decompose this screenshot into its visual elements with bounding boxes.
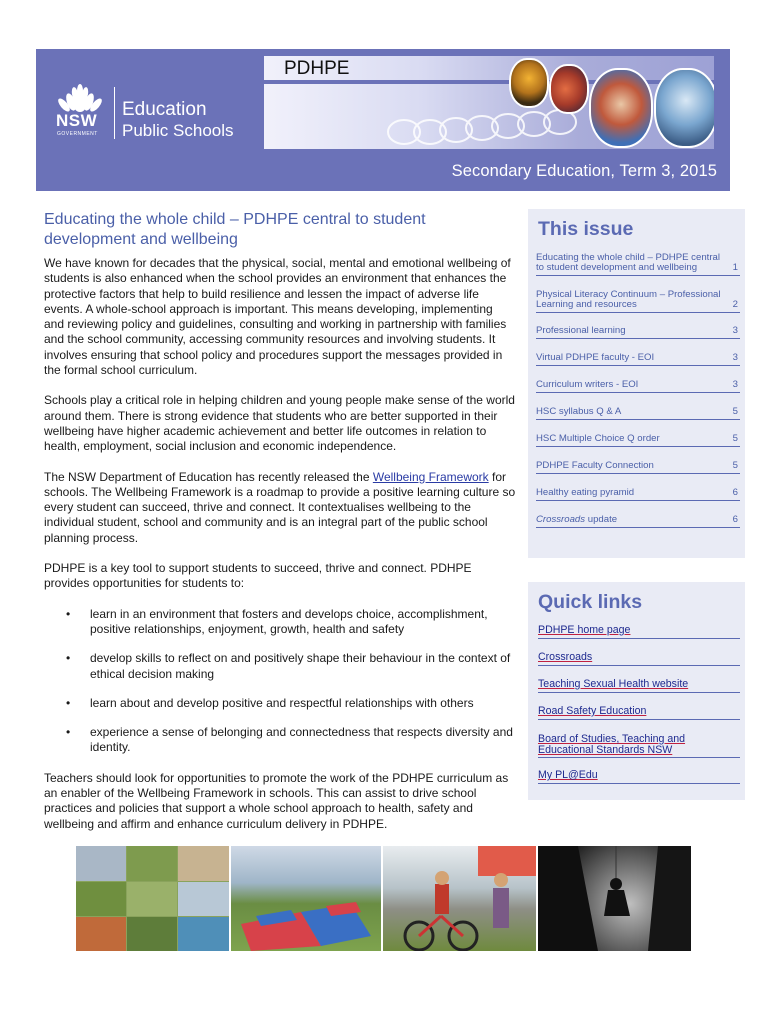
toc-item-page: 2 (732, 299, 738, 310)
logo-divider (114, 87, 115, 139)
main-article (44, 210, 516, 847)
toc-item-page: 6 (732, 514, 738, 525)
playground-mats-photo (231, 846, 381, 951)
paragraph-text: for schools. The Wellbeing Framework is a roadmap to provide a positive learning culture so every student can succeed, thrive and connect. It contextualises wellbeing to the individual student, school and community and is an integral part of the public school planning process. (44, 469, 516, 545)
quick-link[interactable] (538, 706, 740, 717)
article-paragraph: Teachers should look for opportunities to promote the work of the PDHPE curriculum as an enabler of the Wellbeing Framework in schools. This can assist to drive school practices and policies that support a whole school approach to health, safety and wellbeing and affirm and enhance curriculum delivery in PDHPE. (44, 770, 509, 831)
child-cycling-graphic (383, 846, 536, 951)
quick-link-text[interactable]: PDHPE home page (538, 624, 631, 636)
collage-cell (76, 846, 126, 881)
toc-item[interactable] (536, 326, 740, 339)
quick-link[interactable] (538, 652, 740, 663)
masthead-banner (36, 49, 730, 191)
government-wordmark: GOVERNMENT (57, 131, 98, 137)
quick-links-heading: Quick links (538, 591, 643, 613)
toc-item-page: 6 (732, 487, 738, 498)
toc-item[interactable] (536, 488, 740, 501)
toc-item-title: Curriculum writers - EOI (536, 379, 639, 390)
paragraph-text: The NSW Department of Education has recently released the (44, 469, 373, 484)
quick-link-divider (538, 783, 740, 784)
toc-item[interactable] (536, 515, 740, 528)
school-activities-collage-photo (76, 846, 229, 951)
list-item-text: develop skills to reflect on and positively shape their behaviour in the context of ethical decision making (90, 651, 511, 681)
toc-item-title: PDHPE Faculty Connection (536, 460, 654, 471)
this-issue-box (528, 209, 745, 558)
toc-item-title-italic: Crossroads (536, 514, 586, 525)
bullet-icon: • (66, 725, 71, 740)
quick-link-text[interactable]: Road Safety Education (538, 705, 647, 717)
quick-link[interactable] (538, 625, 740, 636)
collage-cell (178, 917, 229, 951)
quick-link-divider (538, 665, 740, 666)
toc-item[interactable] (536, 380, 740, 393)
toc-item-title: Educating the whole child – PDHPE central to student development and wellbeing (536, 252, 720, 273)
list-item-text: learn in an environment that fosters and develops choice, accomplishment, positive relationships, enjoyment, growth, health and safety (90, 606, 488, 636)
collage-cell (127, 882, 177, 916)
quick-link[interactable] (538, 770, 740, 781)
article-title: Educating the whole child – PDHPE central to student development and wellbeing (44, 211, 426, 248)
quick-link-text[interactable]: Board of Studies, Teaching and Educational Standards NSW (538, 733, 686, 756)
toc-item-page: 3 (732, 352, 738, 363)
banner-photo-students (654, 68, 714, 148)
public-schools-wordmark: Public Schools (122, 121, 234, 140)
toc-item[interactable] (536, 253, 740, 276)
banner-photo-group (549, 64, 589, 114)
toc-item[interactable] (536, 353, 740, 366)
toc-item-page: 1 (732, 262, 738, 273)
toc-item-page: 5 (732, 406, 738, 417)
nsw-wordmark: NSW (56, 111, 98, 130)
collage-cell (178, 846, 229, 881)
quick-link-divider (538, 719, 740, 720)
toc-item-page: 5 (732, 433, 738, 444)
quick-link-divider (538, 638, 740, 639)
list-item (44, 651, 516, 682)
quick-links-box (528, 582, 745, 800)
quick-link-text[interactable]: Crossroads (538, 651, 593, 663)
article-paragraph: Schools play a critical role in helping children and young people make sense of the world around them. There is strong evidence that students who are better supported in their wellbeing have higher academic achievement and better life outcomes in relation to health, employment, social inclusion and economic independence. (44, 393, 515, 454)
list-item (44, 607, 516, 638)
quick-link[interactable] (538, 679, 740, 690)
article-paragraph: We have known for decades that the physical, social, mental and emotional wellbeing of students is also enhanced when the school provides an environment that enhances the protective factors that help to build resilience and lessen the impact of adverse life events. A whole-school approach is important. This means developing, implementing and reviewing policy and guidelines, consulting and working in partnership with families and the school community, accessing community resources and involving students. It involves ensuring that school policy and procedures support the messages provided in the formal school curriculum. (44, 256, 511, 378)
list-item-text: experience a sense of belonging and connectedness that respects diversity and identity. (90, 725, 513, 755)
toc-item[interactable] (536, 407, 740, 420)
article-paragraph: PDHPE is a key tool to support students to succeed, thrive and connect. PDHPE provides opportunities for students to: (44, 561, 472, 591)
pdhpe-banner-art (264, 56, 714, 149)
toc-item-page: 3 (732, 325, 738, 336)
toc-item-title: Healthy eating pyramid (536, 487, 635, 498)
collage-cell (127, 917, 177, 951)
toc-item-page: 3 (732, 379, 738, 390)
child-cycling-photo (383, 846, 536, 951)
toc-item-title: Professional learning (536, 325, 626, 336)
quick-link-divider (538, 692, 740, 693)
toc-item-title (536, 515, 726, 525)
quick-link-text[interactable]: Teaching Sexual Health website (538, 678, 689, 690)
bullet-icon: • (66, 695, 71, 710)
article-paragraph (44, 470, 516, 546)
list-item-text: learn about and develop positive and respectful relationships with others (90, 695, 474, 710)
banner-photo-silhouette (509, 58, 549, 108)
toc-item[interactable] (536, 290, 740, 313)
newsletter-term-title: Secondary Education, Term 3, 2015 (451, 162, 717, 180)
collage-cell (127, 846, 177, 881)
pdhpe-banner-label: PDHPE (284, 58, 350, 79)
bullet-icon: • (66, 606, 71, 621)
banner-photo-team (589, 68, 653, 148)
nsw-education-logo (54, 83, 254, 143)
list-item (44, 725, 516, 756)
rock-climbing-graphic (538, 846, 691, 951)
opportunities-list (44, 607, 516, 756)
toc-item-title: Virtual PDHPE faculty - EOI (536, 352, 655, 363)
toc-item[interactable] (536, 461, 740, 474)
toc-item-title: HSC syllabus Q & A (536, 406, 622, 417)
collage-cell (76, 917, 126, 951)
collage-cell (178, 882, 229, 916)
toc-item-title-rest: update (585, 514, 618, 525)
list-item (44, 696, 516, 711)
quick-link-divider (538, 757, 740, 758)
quick-link[interactable] (538, 734, 740, 756)
wellbeing-framework-link[interactable]: Wellbeing Framework (372, 469, 489, 484)
toc-item-title: Physical Literacy Continuum – Professional Learning and resources (536, 289, 721, 310)
this-issue-heading: This issue (538, 218, 634, 240)
collage-cell (76, 882, 126, 916)
rock-climbing-photo (538, 846, 691, 951)
education-wordmark: Education (122, 99, 207, 120)
toc-item[interactable] (536, 434, 740, 447)
quick-link-text[interactable]: My PL@Edu (538, 769, 598, 781)
playground-mats-graphic (231, 846, 381, 951)
toc-item-title: HSC Multiple Choice Q order (536, 433, 660, 444)
toc-item-page: 5 (732, 460, 738, 471)
bullet-icon: • (66, 651, 71, 666)
